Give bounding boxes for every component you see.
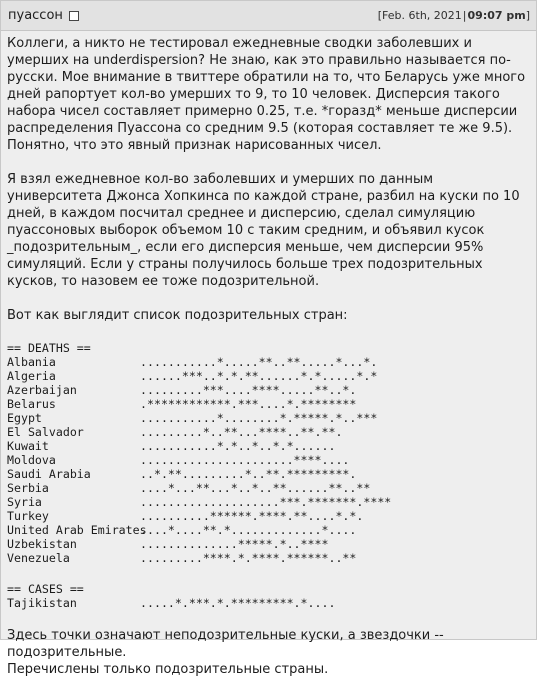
suspicion-pattern: ......................****.... bbox=[140, 453, 350, 467]
country-name: Egypt bbox=[7, 411, 42, 425]
country-name: Syria bbox=[7, 495, 42, 509]
country-name: Saudi Arabia bbox=[7, 467, 91, 481]
author-name[interactable]: пуассон bbox=[8, 8, 63, 23]
country-name: United Arab Emirates bbox=[7, 523, 147, 537]
date-bracket-open: [ bbox=[377, 9, 383, 22]
deaths-table bbox=[7, 341, 527, 565]
country-name: Albania bbox=[7, 355, 56, 369]
suspicion-pattern: .....*.***.*.*********.*.... bbox=[140, 596, 336, 610]
paragraph-intro: Коллеги, а никто не тестировал ежедневные сводки заболевших и умерших на underdispersion? Не знаю, как это правильно называется по-русски. Мое внимание в твиттере обратили на то, что Беларусь уже много дней рапортует кол-во умерших то 9, то 10 человек. Дисперсия такого набора чисел составляет примерно 0.25, т.е. *горазд* меньше дисперсии распределения Пуассона со средним 9.5 (которая составляет те же 9.5). Понятно, что это явный признак нарисованных чисел. bbox=[7, 36, 526, 153]
suspicion-pattern: .........*..**...****..**.**. bbox=[140, 425, 343, 439]
table-row bbox=[7, 383, 527, 397]
country-name: Moldova bbox=[7, 453, 56, 467]
post-time[interactable]: 09:07 pm bbox=[467, 9, 526, 22]
paragraph-list-intro: Вот как выглядит список подозрительных стран: bbox=[7, 308, 348, 323]
table-row bbox=[7, 551, 527, 565]
country-name: Turkey bbox=[7, 509, 49, 523]
table-row bbox=[7, 467, 527, 481]
date-separator: | bbox=[462, 9, 467, 22]
suspicion-pattern: ....*....**.*.............*.... bbox=[140, 523, 357, 537]
country-name: El Salvador bbox=[7, 425, 84, 439]
country-name: Venezuela bbox=[7, 551, 70, 565]
table-row bbox=[7, 495, 527, 509]
post-date[interactable]: Feb. 6th, 2021 bbox=[382, 9, 462, 22]
table-row bbox=[7, 439, 527, 453]
author-block bbox=[8, 8, 79, 23]
suspicion-pattern: .........***....****.....**..*. bbox=[140, 383, 357, 397]
table-row bbox=[7, 411, 527, 425]
suspicion-pattern: ..........******.****.**....*.*. bbox=[140, 509, 364, 523]
table-row bbox=[7, 481, 527, 495]
post-timestamp bbox=[378, 9, 530, 22]
cases-table bbox=[7, 582, 527, 610]
table-row bbox=[7, 425, 527, 439]
table-row bbox=[7, 397, 527, 411]
footer-note bbox=[7, 627, 527, 678]
suspicion-pattern: .************.***....*.******** bbox=[140, 397, 357, 411]
table-row bbox=[7, 509, 527, 523]
table-row bbox=[7, 453, 527, 467]
suspicion-pattern: ...........*.*..*..*.*...... bbox=[140, 439, 336, 453]
table-row bbox=[7, 355, 527, 369]
suspicion-pattern: ....................***.*******.**** bbox=[140, 495, 392, 509]
table-row bbox=[7, 523, 527, 537]
footer-line-legend: Здесь точки означают неподозрительные куски, а звездочки -- подозрительные. bbox=[7, 628, 444, 660]
suspicion-pattern: ....*...**...*..*..**......**..** bbox=[140, 481, 371, 495]
cases-header: == CASES == bbox=[7, 582, 84, 596]
suspicion-pattern: ..*.**.........*..**.*********. bbox=[140, 467, 357, 481]
deaths-header: == DEATHS == bbox=[7, 341, 91, 355]
country-name: Azerbaijan bbox=[7, 383, 77, 397]
country-name: Uzbekistan bbox=[7, 537, 77, 551]
table-row bbox=[7, 596, 527, 610]
country-name: Algeria bbox=[7, 369, 56, 383]
table-row bbox=[7, 369, 527, 383]
footer-line-scope: Перечислены только подозрительные страны. bbox=[7, 662, 329, 677]
select-checkbox[interactable] bbox=[69, 11, 79, 21]
suspicion-pattern: ......***..*.*.**......*.*.....*.* bbox=[140, 369, 378, 383]
paragraph-method: Я взял ежедневное кол-во заболевших и умерших по данным университета Джонса Хопкинса по каждой стране, разбил на куски по 10 дней, в каждом посчитал среднее и дисперсию, сделал симуляцию пуассоновых выборок объемом 10 с таким средним, и объявил кусок _подозрительным_, если его дисперсия меньше, чем дисперсии 95% симуляций. Если у страны получилось больше трех подозрительных кусков, то назовем ее тоже подозрительной. bbox=[7, 172, 520, 289]
suspicion-pattern: .........****.*.****.******..** bbox=[140, 551, 357, 565]
suspicion-pattern: ...........*.....**..**.....*...*. bbox=[140, 355, 378, 369]
suspicion-pattern: ...........*........*.*****.*..*** bbox=[140, 411, 378, 425]
comment-header bbox=[1, 1, 536, 31]
comment-body bbox=[1, 31, 536, 678]
table-row bbox=[7, 537, 527, 551]
date-bracket-close: ] bbox=[525, 9, 530, 22]
country-name: Belarus bbox=[7, 397, 56, 411]
suspicion-pattern: ..............*****.*..**** bbox=[140, 537, 329, 551]
country-name: Kuwait bbox=[7, 439, 49, 453]
country-name: Tajikistan bbox=[7, 596, 77, 610]
country-name: Serbia bbox=[7, 481, 49, 495]
